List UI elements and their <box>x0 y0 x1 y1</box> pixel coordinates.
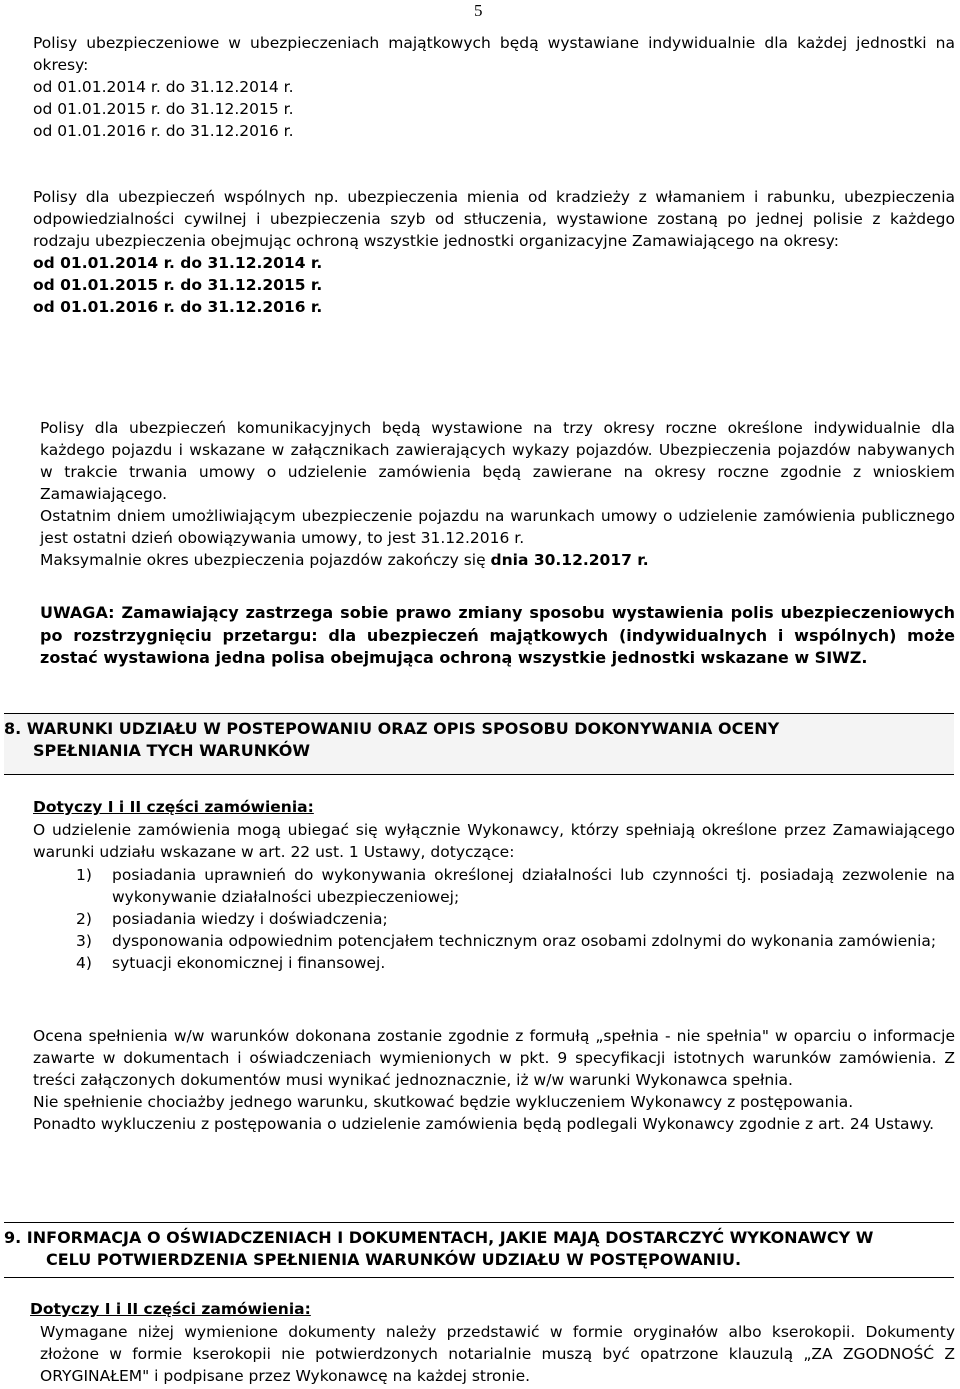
paragraph-text: Polisy ubezpieczeniowe w ubezpieczeniach majątkowych będą wystawiane indywidualnie dla każdej jednostki na okresy: <box>33 34 955 74</box>
paragraph-joint-policies <box>33 186 955 318</box>
period-3: od 01.01.2016 r. do 31.12.2016 r. <box>33 122 294 140</box>
list-item <box>76 864 955 908</box>
period-2: od 01.01.2015 r. do 31.12.2015 r. <box>33 100 294 118</box>
list-item <box>76 952 955 974</box>
list-item-number: 3) <box>76 932 92 950</box>
section-title-line1: WARUNKI UDZIAŁU W POSTEPOWANIU ORAZ OPIS SPOSOBU DOKONYWANIA OCENY <box>26 719 780 738</box>
evaluation-text: Ocena spełnienia w/w warunków dokonana zostanie zgodnie z formułą „spełnia - nie spełnia" w oparciu o informacje zawarte w dokumentach i oświadczeniach wymienionych w pkt. 9 specyfikacji istotnych warunków zamówienia. Z treści załączonych dokumentów musi wynikać jednoznacznie, iż w/w warunki Wykonawca spełnia. <box>33 1027 955 1089</box>
paragraph-text-3 <box>40 549 955 571</box>
paragraph-property-policies <box>33 32 955 142</box>
max-period-date: dnia 30.12.2017 r. <box>490 551 649 569</box>
section-title-line2: SPEŁNIANIA TYCH WARUNKÓW <box>33 741 311 760</box>
list-item <box>76 908 955 930</box>
period-3: od 01.01.2016 r. do 31.12.2016 r. <box>33 298 323 316</box>
paragraph-text: Polisy dla ubezpieczeń wspólnych np. ubezpieczenia mienia od kradzieży z włamaniem i rabunku, ubezpieczenia odpowiedzialności cywilnej i ubezpieczenia szyb od stłuczenia, wystawione zostaną po jednej polisie z każdego rodzaju ubezpieczenia obejmując ochroną wszystkie jednostki organizacyjne Zamawiającego na okresy: <box>33 188 955 250</box>
uwaga-note: UWAGA: Zamawiający zastrzega sobie prawo zmiany sposobu wystawienia polis ubezpieczeniowych po rozstrzygnięciu przetargu: dla ubezpieczeń majątkowych (indywidualnych i wspólnych) może zostać wystawiona jedna polisa obejmująca ochroną wszystkie jednostki wskazane w SIWZ. <box>40 603 955 667</box>
section-8-intro: O udzielenie zamówienia mogą ubiegać się wyłącznie Wykonawcy, którzy spełniają określone przez Zamawiającego warunki udziału wskazane w art. 22 ust. 1 Ustawy, dotyczące: <box>33 821 955 861</box>
list-item-number: 2) <box>76 910 92 928</box>
list-item-number: 1) <box>76 866 92 884</box>
paragraph-text-1: Polisy dla ubezpieczeń komunikacyjnych będą wystawione na trzy okresy roczne określone indywidualnie dla każdego pojazdu i wskazane w załącznikach zawierających wykazy pojazdów. Ubezpieczenia pojazdów nabywanych w trakcie trwania umowy o udzielenie zamówienia będą zawierane na okresy roczne zgodnie z wnioskiem Zamawiającego. <box>40 419 955 503</box>
list-item-text: posiadania uprawnień do wykonywania określonej działalności lub czynności tj. posiadają zezwolenie na wykonywanie działalności ubezpieczeniowej; <box>112 866 955 906</box>
period-1: od 01.01.2014 r. do 31.12.2014 r. <box>33 78 294 96</box>
list-item-number: 4) <box>76 954 92 972</box>
further-exclusion-text: Ponadto wykluczeniu z postępowania o udzielenie zamówienia będą podlegali Wykonawcy zgodnie z art. 24 Ustawy. <box>33 1115 935 1133</box>
section-9-heading <box>4 1222 954 1278</box>
conditions-list <box>76 864 955 974</box>
section-title-line1: INFORMACJA O OŚWIADCZENIACH I DOKUMENTACH, JAKIE MAJĄ DOSTARCZYĆ WYKONAWCY W <box>26 1228 874 1247</box>
paragraph-text-2: Ostatnim dniem umożliwiającym ubezpieczenie pojazdu na warunkach umowy o udzielenie zamówienia publicznego jest ostatni dzień obowiązywania umowy, to jest 31.12.2016 r. <box>40 507 955 547</box>
section-9-subtitle: Dotyczy I i II części zamówienia: <box>30 1300 311 1318</box>
list-item-text: sytuacji ekonomicznej i finansowej. <box>112 954 386 972</box>
section-number: 9. <box>4 1228 22 1247</box>
section-9-text: Wymagane niżej wymienione dokumenty należy przedstawić w formie oryginałów albo kserokopii. Dokumenty złożone w formie kserokopii nie potwierdzonych notarialnie muszą być opatrzone klauzulą „ZA ZGODNOŚĆ Z ORYGINAŁEM" i podpisane przez Wykonawcę na każdej stronie. <box>40 1323 955 1385</box>
list-item-text: posiadania wiedzy i doświadczenia; <box>112 910 388 928</box>
evaluation-paragraph <box>33 1025 955 1135</box>
paragraph-vehicle-policies <box>40 417 955 571</box>
section-title-line2: CELU POTWIERDZENIA SPEŁNIENIA WARUNKÓW UDZIAŁU W POSTĘPOWANIU. <box>46 1250 742 1269</box>
max-period-text: Maksymalnie okres ubezpieczenia pojazdów zakończy się <box>40 551 491 569</box>
section-8-subtitle: Dotyczy I i II części zamówienia: <box>33 798 314 816</box>
period-1: od 01.01.2014 r. do 31.12.2014 r. <box>33 254 323 272</box>
section-number: 8. <box>4 719 22 738</box>
page-number: 5 <box>474 1 483 20</box>
list-item <box>76 930 955 952</box>
period-2: od 01.01.2015 r. do 31.12.2015 r. <box>33 276 323 294</box>
section-8-heading <box>4 713 954 775</box>
exclusion-text: Nie spełnienie chociażby jednego warunku, skutkować będzie wykluczeniem Wykonawcy z postępowania. <box>33 1093 854 1111</box>
list-item-text: dysponowania odpowiednim potencjałem technicznym oraz osobami zdolnymi do wykonania zamówienia; <box>112 932 937 950</box>
